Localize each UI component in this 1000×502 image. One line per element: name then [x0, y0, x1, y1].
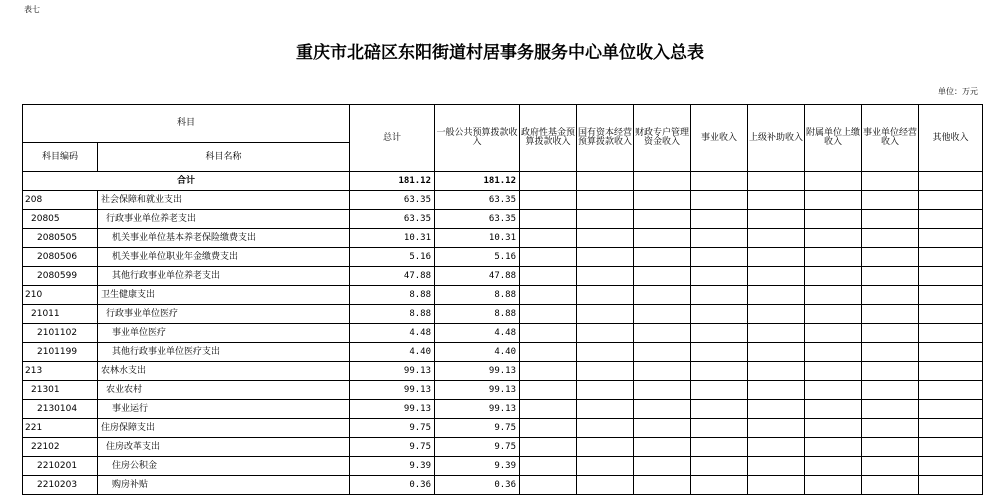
column-header: 其他收入	[919, 105, 983, 172]
empty-cell	[862, 172, 919, 191]
name-cell: 住房公积金	[98, 457, 350, 476]
empty-cell	[634, 248, 691, 267]
empty-cell	[520, 438, 577, 457]
name-cell: 购房补贴	[98, 476, 350, 495]
empty-cell	[862, 400, 919, 419]
empty-cell	[919, 324, 983, 343]
empty-cell	[520, 476, 577, 495]
total-cell: 63.35	[350, 210, 435, 229]
empty-cell	[748, 267, 805, 286]
code-cell: 2101102	[23, 324, 98, 343]
total-cell: 99.13	[350, 362, 435, 381]
empty-cell	[577, 191, 634, 210]
empty-cell	[520, 172, 577, 191]
empty-cell	[520, 419, 577, 438]
table-row	[23, 191, 983, 210]
empty-cell	[748, 229, 805, 248]
empty-cell	[691, 229, 748, 248]
empty-cell	[748, 286, 805, 305]
table-row	[23, 476, 983, 495]
general-budget-cell: 9.75	[435, 438, 520, 457]
code-cell: 2101199	[23, 343, 98, 362]
code-cell: 2210201	[23, 457, 98, 476]
empty-cell	[805, 419, 862, 438]
general-budget-cell: 99.13	[435, 381, 520, 400]
general-budget-cell: 10.31	[435, 229, 520, 248]
empty-cell	[919, 419, 983, 438]
total-cell: 10.31	[350, 229, 435, 248]
empty-cell	[520, 286, 577, 305]
empty-cell	[919, 267, 983, 286]
column-header: 政府性基金预算拨款收入	[520, 105, 577, 172]
empty-cell	[634, 381, 691, 400]
name-header: 科目名称	[98, 143, 350, 172]
empty-cell	[748, 381, 805, 400]
empty-cell	[577, 286, 634, 305]
empty-cell	[577, 172, 634, 191]
empty-cell	[520, 305, 577, 324]
table-row	[23, 248, 983, 267]
code-cell: 221	[23, 419, 98, 438]
unit-label: 单位：万元	[938, 87, 978, 96]
empty-cell	[805, 286, 862, 305]
empty-cell	[691, 457, 748, 476]
empty-cell	[520, 248, 577, 267]
empty-cell	[748, 305, 805, 324]
subject-header: 科目	[23, 105, 350, 143]
empty-cell	[805, 210, 862, 229]
table-row	[23, 381, 983, 400]
empty-cell	[805, 457, 862, 476]
page-title: 重庆市北碚区东阳街道村居事务服务中心单位收入总表	[296, 43, 704, 63]
table-row	[23, 343, 983, 362]
empty-cell	[577, 305, 634, 324]
empty-cell	[634, 229, 691, 248]
total-cell: 9.75	[350, 438, 435, 457]
table-body	[23, 191, 983, 495]
general-budget-cell: 8.88	[435, 305, 520, 324]
empty-cell	[577, 229, 634, 248]
empty-cell	[919, 438, 983, 457]
total-cell: 181.12	[350, 172, 435, 191]
empty-cell	[577, 267, 634, 286]
total-cell: 8.88	[350, 305, 435, 324]
empty-cell	[691, 343, 748, 362]
empty-cell	[520, 362, 577, 381]
empty-cell	[520, 400, 577, 419]
empty-cell	[634, 324, 691, 343]
empty-cell	[634, 305, 691, 324]
column-header: 国有资本经营预算拨款收入	[577, 105, 634, 172]
empty-cell	[577, 324, 634, 343]
name-cell: 卫生健康支出	[98, 286, 350, 305]
empty-cell	[691, 362, 748, 381]
empty-cell	[691, 172, 748, 191]
empty-cell	[634, 438, 691, 457]
table-row	[23, 362, 983, 381]
empty-cell	[691, 400, 748, 419]
general-budget-cell: 8.88	[435, 286, 520, 305]
empty-cell	[805, 305, 862, 324]
empty-cell	[919, 457, 983, 476]
code-cell: 22102	[23, 438, 98, 457]
empty-cell	[805, 191, 862, 210]
code-cell: 2080599	[23, 267, 98, 286]
code-header: 科目编码	[23, 143, 98, 172]
total-cell: 4.48	[350, 324, 435, 343]
code-cell: 2130104	[23, 400, 98, 419]
code-cell: 2080505	[23, 229, 98, 248]
empty-cell	[805, 324, 862, 343]
empty-cell	[805, 476, 862, 495]
column-header: 一般公共预算拨款收入	[435, 105, 520, 172]
empty-cell	[634, 286, 691, 305]
column-header: 附属单位上缴收入	[805, 105, 862, 172]
empty-cell	[919, 172, 983, 191]
table-row	[23, 210, 983, 229]
column-header: 财政专户管理资金收入	[634, 105, 691, 172]
name-cell: 农业农村	[98, 381, 350, 400]
empty-cell	[577, 362, 634, 381]
empty-cell	[520, 229, 577, 248]
name-cell: 其他行政事业单位养老支出	[98, 267, 350, 286]
empty-cell	[919, 343, 983, 362]
name-cell: 住房保障支出	[98, 419, 350, 438]
empty-cell	[577, 438, 634, 457]
empty-cell	[691, 438, 748, 457]
empty-cell	[634, 191, 691, 210]
empty-cell	[634, 267, 691, 286]
empty-cell	[520, 457, 577, 476]
name-cell: 社会保障和就业支出	[98, 191, 350, 210]
income-summary-table	[22, 104, 983, 495]
general-budget-cell: 99.13	[435, 362, 520, 381]
empty-cell	[577, 248, 634, 267]
table-row	[23, 229, 983, 248]
empty-cell	[748, 362, 805, 381]
empty-cell	[577, 476, 634, 495]
empty-cell	[577, 381, 634, 400]
empty-cell	[520, 210, 577, 229]
total-cell: 4.40	[350, 343, 435, 362]
empty-cell	[748, 476, 805, 495]
code-cell: 21301	[23, 381, 98, 400]
empty-cell	[805, 381, 862, 400]
empty-cell	[805, 400, 862, 419]
empty-cell	[919, 286, 983, 305]
total-cell: 47.88	[350, 267, 435, 286]
name-cell: 机关事业单位职业年金缴费支出	[98, 248, 350, 267]
empty-cell	[919, 248, 983, 267]
empty-cell	[805, 248, 862, 267]
general-budget-cell: 63.35	[435, 191, 520, 210]
name-cell: 事业运行	[98, 400, 350, 419]
empty-cell	[691, 476, 748, 495]
table-row	[23, 419, 983, 438]
code-cell: 210	[23, 286, 98, 305]
empty-cell	[919, 305, 983, 324]
empty-cell	[862, 305, 919, 324]
empty-cell	[634, 362, 691, 381]
empty-cell	[634, 400, 691, 419]
column-header: 总计	[350, 105, 435, 172]
total-cell: 63.35	[350, 191, 435, 210]
empty-cell	[805, 362, 862, 381]
empty-cell	[748, 457, 805, 476]
total-cell: 9.39	[350, 457, 435, 476]
general-budget-cell: 0.36	[435, 476, 520, 495]
empty-cell	[862, 419, 919, 438]
code-cell: 208	[23, 191, 98, 210]
empty-cell	[520, 267, 577, 286]
empty-cell	[862, 210, 919, 229]
total-cell: 0.36	[350, 476, 435, 495]
empty-cell	[862, 324, 919, 343]
empty-cell	[919, 400, 983, 419]
code-cell: 213	[23, 362, 98, 381]
total-row	[23, 172, 983, 191]
empty-cell	[520, 191, 577, 210]
general-budget-cell: 47.88	[435, 267, 520, 286]
general-budget-cell: 5.16	[435, 248, 520, 267]
name-cell: 农林水支出	[98, 362, 350, 381]
empty-cell	[919, 381, 983, 400]
code-cell: 2210203	[23, 476, 98, 495]
column-header: 上级补助收入	[748, 105, 805, 172]
empty-cell	[634, 172, 691, 191]
empty-cell	[862, 381, 919, 400]
empty-cell	[748, 324, 805, 343]
empty-cell	[634, 457, 691, 476]
general-budget-cell: 9.75	[435, 419, 520, 438]
empty-cell	[691, 305, 748, 324]
column-header: 事业单位经营收入	[862, 105, 919, 172]
total-cell: 99.13	[350, 400, 435, 419]
empty-cell	[577, 343, 634, 362]
general-budget-cell: 4.48	[435, 324, 520, 343]
empty-cell	[520, 343, 577, 362]
empty-cell	[805, 267, 862, 286]
total-cell: 8.88	[350, 286, 435, 305]
table-row	[23, 438, 983, 457]
general-budget-cell: 4.40	[435, 343, 520, 362]
total-cell: 9.75	[350, 419, 435, 438]
table-row	[23, 400, 983, 419]
total-cell: 5.16	[350, 248, 435, 267]
table-row	[23, 324, 983, 343]
empty-cell	[862, 267, 919, 286]
empty-cell	[577, 400, 634, 419]
empty-cell	[805, 172, 862, 191]
empty-cell	[634, 343, 691, 362]
empty-cell	[748, 419, 805, 438]
empty-cell	[919, 229, 983, 248]
code-cell: 2080506	[23, 248, 98, 267]
empty-cell	[748, 210, 805, 229]
empty-cell	[919, 362, 983, 381]
empty-cell	[691, 191, 748, 210]
table-row	[23, 457, 983, 476]
empty-cell	[577, 419, 634, 438]
general-budget-cell: 63.35	[435, 210, 520, 229]
empty-cell	[748, 400, 805, 419]
code-cell: 21011	[23, 305, 98, 324]
empty-cell	[748, 172, 805, 191]
empty-cell	[862, 362, 919, 381]
general-budget-cell: 99.13	[435, 400, 520, 419]
empty-cell	[691, 210, 748, 229]
empty-cell	[691, 419, 748, 438]
empty-cell	[919, 210, 983, 229]
empty-cell	[748, 438, 805, 457]
empty-cell	[634, 210, 691, 229]
empty-cell	[862, 229, 919, 248]
name-cell: 事业单位医疗	[98, 324, 350, 343]
total-label: 合计	[23, 172, 350, 191]
empty-cell	[805, 343, 862, 362]
empty-cell	[577, 457, 634, 476]
empty-cell	[862, 457, 919, 476]
column-header: 事业收入	[691, 105, 748, 172]
empty-cell	[919, 191, 983, 210]
empty-cell	[691, 286, 748, 305]
empty-cell	[919, 476, 983, 495]
empty-cell	[691, 324, 748, 343]
name-cell: 机关事业单位基本养老保险缴费支出	[98, 229, 350, 248]
total-cell: 99.13	[350, 381, 435, 400]
empty-cell	[691, 381, 748, 400]
table-row	[23, 267, 983, 286]
empty-cell	[805, 438, 862, 457]
empty-cell	[862, 343, 919, 362]
empty-cell	[862, 476, 919, 495]
name-cell: 行政事业单位养老支出	[98, 210, 350, 229]
code-cell: 20805	[23, 210, 98, 229]
table-number-label: 表七	[24, 5, 40, 14]
empty-cell	[520, 381, 577, 400]
name-cell: 行政事业单位医疗	[98, 305, 350, 324]
empty-cell	[634, 419, 691, 438]
name-cell: 其他行政事业单位医疗支出	[98, 343, 350, 362]
empty-cell	[691, 248, 748, 267]
empty-cell	[862, 438, 919, 457]
table-row	[23, 305, 983, 324]
empty-cell	[520, 324, 577, 343]
table-row	[23, 286, 983, 305]
general-budget-cell: 9.39	[435, 457, 520, 476]
empty-cell	[862, 286, 919, 305]
empty-cell	[862, 248, 919, 267]
name-cell: 住房改革支出	[98, 438, 350, 457]
empty-cell	[577, 210, 634, 229]
empty-cell	[748, 248, 805, 267]
empty-cell	[862, 191, 919, 210]
empty-cell	[748, 343, 805, 362]
empty-cell	[691, 267, 748, 286]
empty-cell	[748, 191, 805, 210]
empty-cell	[634, 476, 691, 495]
general-budget-cell: 181.12	[435, 172, 520, 191]
empty-cell	[805, 229, 862, 248]
